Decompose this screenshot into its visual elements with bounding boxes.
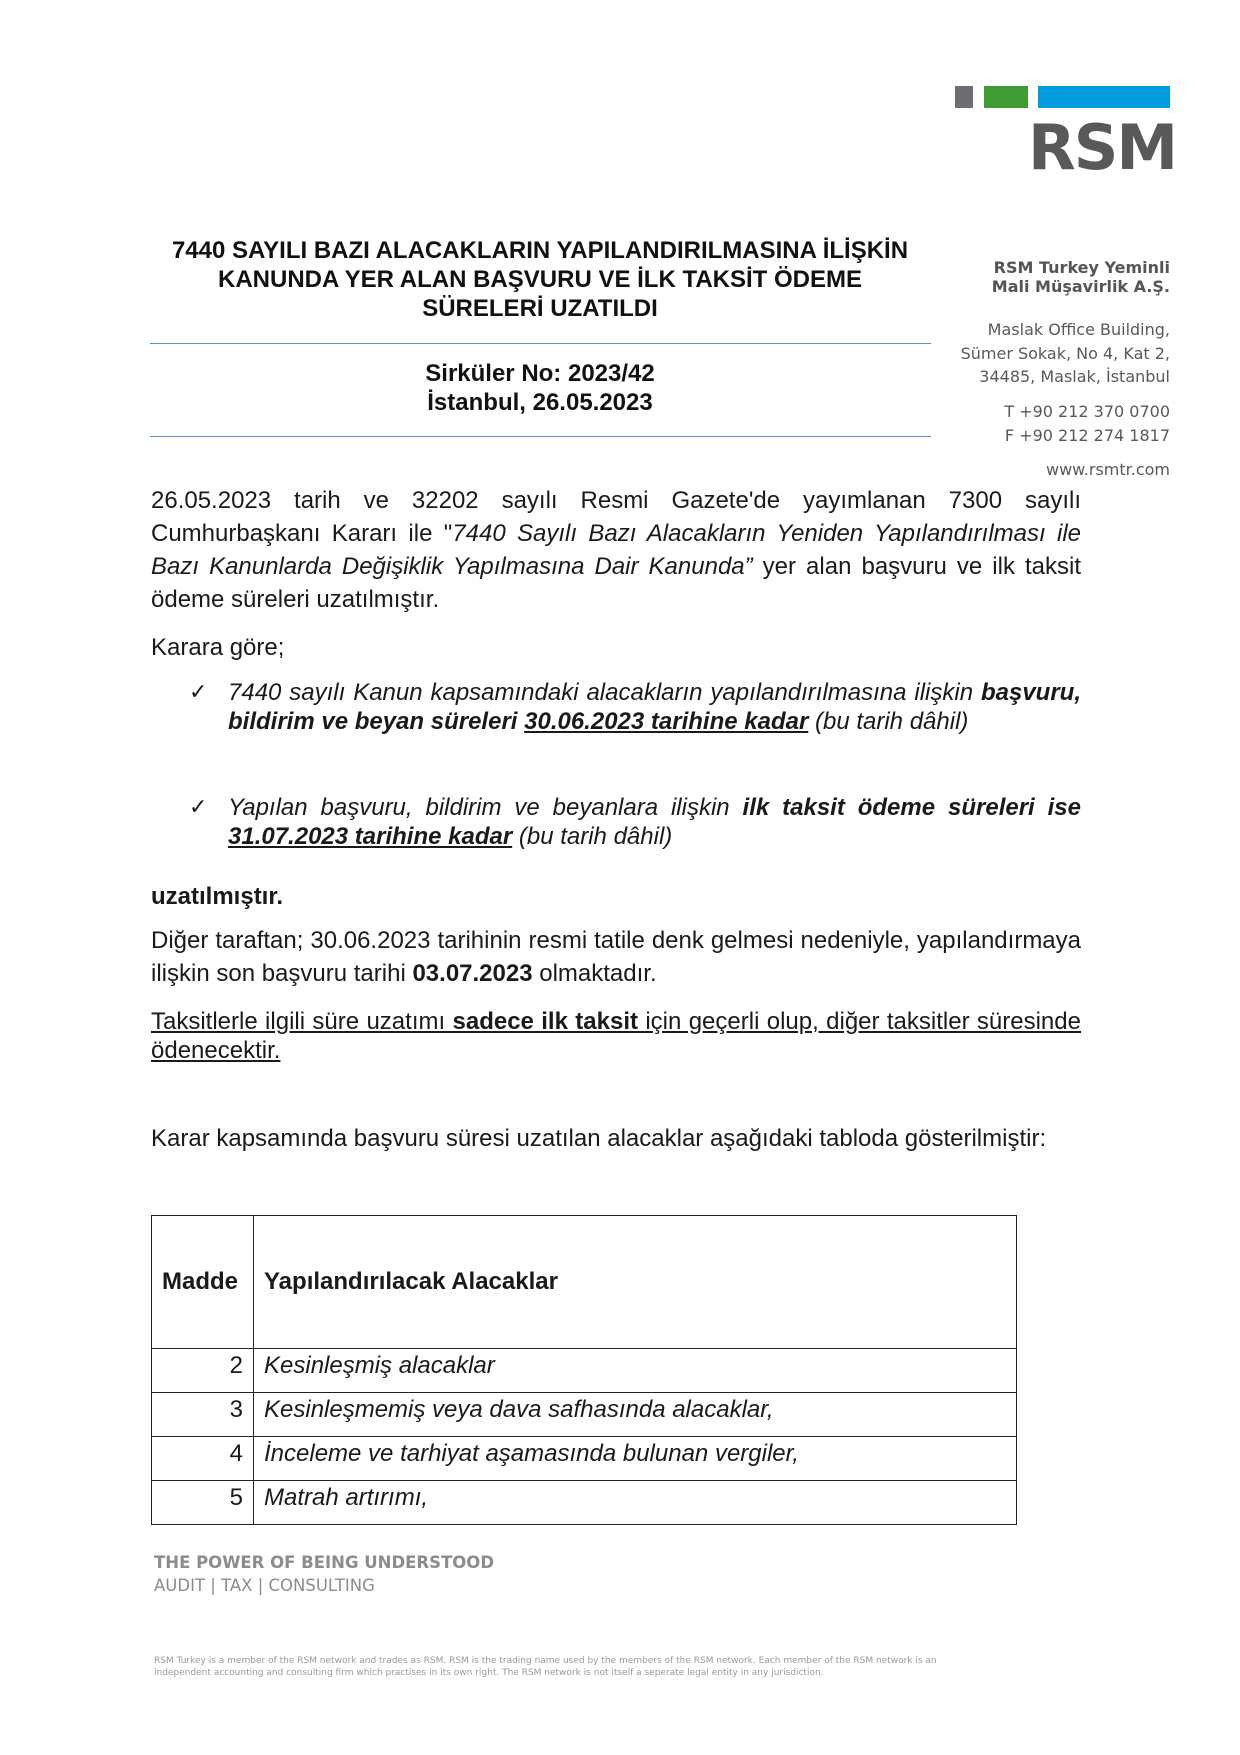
installment-text-a: Taksitlerle ilgili süre uzatımı <box>151 1008 453 1035</box>
address-line-2: Sümer Sokak, No 4, Kat 2, <box>960 343 1170 363</box>
checkmark-icon: ✓ <box>189 680 208 705</box>
table-header-row <box>152 1216 1017 1349</box>
row-description: Kesinleşmiş alacaklar <box>254 1349 1017 1393</box>
company-name <box>992 258 1170 296</box>
intro-text-a: 26.05.2023 tarih ve 32202 sayılı Resmi Gazete'de yayımlanan 7300 sayılı Cumhurbaşkanı Kararı ile " <box>151 487 1081 547</box>
holiday-text-b: olmaktadır. <box>532 960 657 987</box>
installment-note <box>151 1007 1081 1065</box>
table-row <box>152 1349 1017 1393</box>
rsm-logo-bars <box>955 86 1170 108</box>
logo-bar-blue <box>1038 86 1170 108</box>
karara-gore: Karara göre; <box>151 634 285 661</box>
bullet-2-deadline: 31.07.2023 tarihine kadar <box>228 823 513 850</box>
holiday-paragraph <box>151 924 1081 990</box>
bullet-1-text-c: (bu tarih dâhil) <box>808 708 969 735</box>
bullet-1-deadline: 30.06.2023 tarihine kadar <box>524 708 809 735</box>
first-installment-only: sadece ilk taksit <box>452 1008 638 1035</box>
row-description: İnceleme ve tarhiyat aşamasında bulunan vergiler, <box>254 1437 1017 1481</box>
title-line-3: SÜRELERİ UZATILDI <box>422 295 658 322</box>
checkmark-icon: ✓ <box>189 795 208 820</box>
last-application-date: 03.07.2023 <box>412 960 533 987</box>
address-line-1: Maslak Office Building, <box>987 320 1170 339</box>
title-divider-top <box>150 343 931 344</box>
table-row <box>152 1393 1017 1437</box>
table-row <box>152 1481 1017 1525</box>
circular-number: Sirküler No: 2023/42 <box>425 360 655 387</box>
table-intro: Karar kapsamında başvuru süresi uzatılan alacaklar aşağıdaki tabloda gösterilmiştir: <box>151 1125 1047 1152</box>
holiday-text-a: Diğer taraftan; 30.06.2023 tarihinin resmi tatile denk gelmesi nedeniyle, yapılandırmaya ilişkin son başvuru tarihi <box>151 927 1081 987</box>
contact-numbers <box>1004 400 1170 447</box>
header-madde: Madde <box>152 1216 254 1349</box>
row-description: Kesinleşmemiş veya dava safhasında alacaklar, <box>254 1393 1017 1437</box>
row-article: 5 <box>152 1481 254 1525</box>
logo-bar-gray <box>955 86 973 108</box>
header-alacaklar: Yapılandırılacak Alacaklar <box>254 1216 1017 1349</box>
bullet-1-text-a: 7440 sayılı Kanun kapsamındaki alacakların yapılandırılmasına ilişkin <box>228 679 981 706</box>
row-article: 2 <box>152 1349 254 1393</box>
row-description: Matrah artırımı, <box>254 1481 1017 1525</box>
footer-disclaimer <box>154 1655 1034 1679</box>
title-line-1: 7440 SAYILI BAZI ALACAKLARIN YAPILANDIRILMASINA İLİŞKİN <box>171 237 909 264</box>
law-name: 7440 Sayılı Bazı Alacakların Yeniden Yapılandırılması ile Bazı Kanunlarda Değişiklik Yapılmasına Dair Kanunda” <box>151 520 1082 580</box>
table-row <box>152 1437 1017 1481</box>
company-line-1: RSM Turkey Yeminli <box>993 258 1170 277</box>
title-divider-bottom <box>150 436 931 437</box>
phone-number: T +90 212 370 0700 <box>1004 402 1170 421</box>
bullet-2-bold: ilk taksit ödeme süreleri ise <box>742 794 1081 821</box>
circular-info <box>150 359 930 417</box>
bullet-2-text-a: Yapılan başvuru, bildirim ve beyanlara ilişkin <box>228 794 743 821</box>
website-link[interactable]: www.rsmtr.com <box>1045 460 1170 479</box>
bullet-2-text-c: (bu tarih dâhil) <box>512 823 673 850</box>
intro-text-b: yer alan başvuru ve ilk taksit ödeme süreleri uzatılmıştır. <box>151 553 1082 613</box>
logo-bar-green <box>984 86 1028 108</box>
rsm-logo: RSM <box>1028 111 1177 184</box>
address-line-3: 34485, Maslak, İstanbul <box>979 367 1170 386</box>
company-line-2: Mali Müşavirlik A.Ş. <box>991 277 1170 296</box>
fax-number: F +90 212 274 1817 <box>1004 425 1170 445</box>
row-article: 4 <box>152 1437 254 1481</box>
disclaimer-line-2: independent accounting and consulting firm which practises in its own right. The RSM network is not itself a seperate legal entity in any jurisdiction. <box>154 1668 824 1678</box>
place-date: İstanbul, 26.05.2023 <box>427 389 653 416</box>
extended-statement: uzatılmıştır. <box>151 883 284 910</box>
installment-text-b: için geçerli olup, diğer taksitler süresinde ödenecektir. <box>151 1008 1081 1064</box>
bullet-text-1 <box>228 678 1081 736</box>
bullet-1-bold: başvuru, bildirim ve beyan süreleri <box>228 679 1081 735</box>
office-address <box>961 318 1170 389</box>
row-article: 3 <box>152 1393 254 1437</box>
intro-paragraph <box>151 484 1081 616</box>
footer-tagline: THE POWER OF BEING UNDERSTOOD <box>154 1553 495 1572</box>
footer-services: AUDIT | TAX | CONSULTING <box>154 1576 375 1595</box>
disclaimer-line-1: RSM Turkey is a member of the RSM network and trades as RSM. RSM is the trading name used by the members of the RSM network. Each member of the RSM network is an <box>154 1656 937 1666</box>
receivables-table <box>151 1215 1017 1525</box>
title-line-2: KANUNDA YER ALAN BAŞVURU VE İLK TAKSİT ÖDEME <box>217 266 863 293</box>
document-title <box>150 236 930 323</box>
bullet-text-2 <box>228 793 1081 851</box>
